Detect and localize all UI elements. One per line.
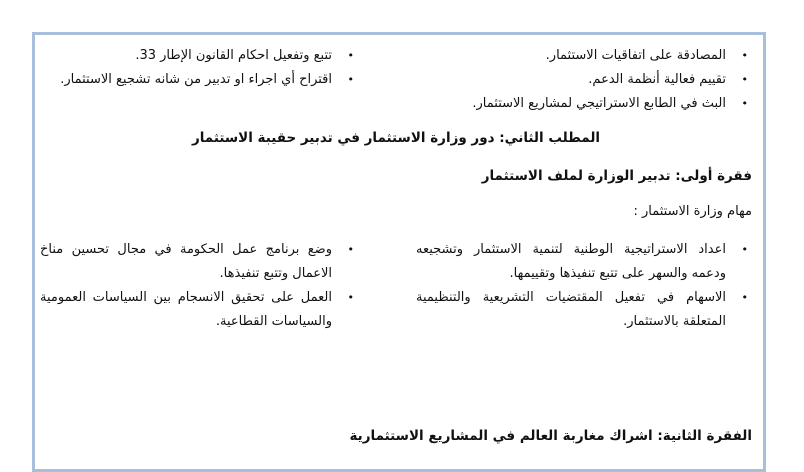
list-item-text: اعداد الاستراتيجية الوطنية لتنمية الاستثمار وتشجيعه ودعمه والسهر على تتبع تنفيذها وتقييمها. bbox=[416, 242, 726, 281]
section-heading: المطلب الثاني: دور وزارة الاستثمار في تدبير حقيبة الاستثمار bbox=[191, 130, 601, 146]
list-item bbox=[40, 238, 358, 286]
list-item-text: البث في الطابع الاستراتيجي لمشاريع الاستثمار. bbox=[472, 96, 726, 111]
list-item-text: الاسهام في تفعيل المقتضيات التشريعية والتنظيمية المتعلقة بالاستثمار. bbox=[416, 290, 726, 329]
bullet-icon: • bbox=[741, 97, 748, 110]
tasks-intro: مهام وزارة الاستثمار : bbox=[633, 204, 752, 219]
bullet-icon: • bbox=[347, 49, 354, 62]
bullet-icon: • bbox=[741, 73, 748, 86]
tasks-left-column bbox=[40, 238, 358, 334]
list-item bbox=[416, 238, 752, 286]
tasks-left-list bbox=[40, 238, 358, 334]
list-item bbox=[40, 44, 358, 68]
list-item-text: وضع برنامج عمل الحكومة في مجال تحسين مناخ الاعمال وتتبع تنفيذها. bbox=[40, 242, 332, 281]
list-item bbox=[416, 286, 752, 334]
bullet-icon: • bbox=[741, 291, 748, 304]
paragraph-heading-1: فقرة أولى: تدبير الوزارة لملف الاستثمار bbox=[481, 168, 752, 184]
top-right-column bbox=[416, 44, 752, 116]
list-item bbox=[416, 68, 752, 92]
bullet-icon: • bbox=[741, 243, 748, 256]
list-item bbox=[40, 68, 358, 92]
bullet-icon: • bbox=[741, 49, 748, 62]
list-item-text: المصادقة على اتفاقيات الاستثمار. bbox=[545, 48, 726, 63]
top-lists bbox=[40, 44, 752, 116]
list-item-text: تقييم فعالية أنظمة الدعم. bbox=[588, 72, 726, 87]
bullet-icon: • bbox=[347, 243, 354, 256]
document-page bbox=[40, 44, 752, 460]
top-right-list bbox=[416, 44, 752, 116]
list-item-text: العمل على تحقيق الانسجام بين السياسات العمومية والسياسات القطاعية. bbox=[40, 290, 332, 329]
list-item-text: تتبع وتفعيل احكام القانون الإطار 33. bbox=[135, 48, 332, 63]
tasks-right-column bbox=[416, 238, 752, 334]
bullet-icon: • bbox=[347, 73, 354, 86]
list-item-text: اقتراح أي اجراء او تدبير من شانه تشجيع الاستثمار. bbox=[60, 72, 332, 87]
top-left-list bbox=[40, 44, 358, 92]
tasks-right-list bbox=[416, 238, 752, 334]
list-item bbox=[416, 92, 752, 116]
list-item bbox=[416, 44, 752, 68]
list-item bbox=[40, 286, 358, 334]
bullet-icon: • bbox=[347, 291, 354, 304]
tasks-lists bbox=[40, 238, 752, 334]
paragraph-heading-2: الفقرة الثانية: اشراك مغاربة العالم في المشاريع الاستثمارية bbox=[349, 428, 752, 444]
top-left-column bbox=[40, 44, 358, 116]
